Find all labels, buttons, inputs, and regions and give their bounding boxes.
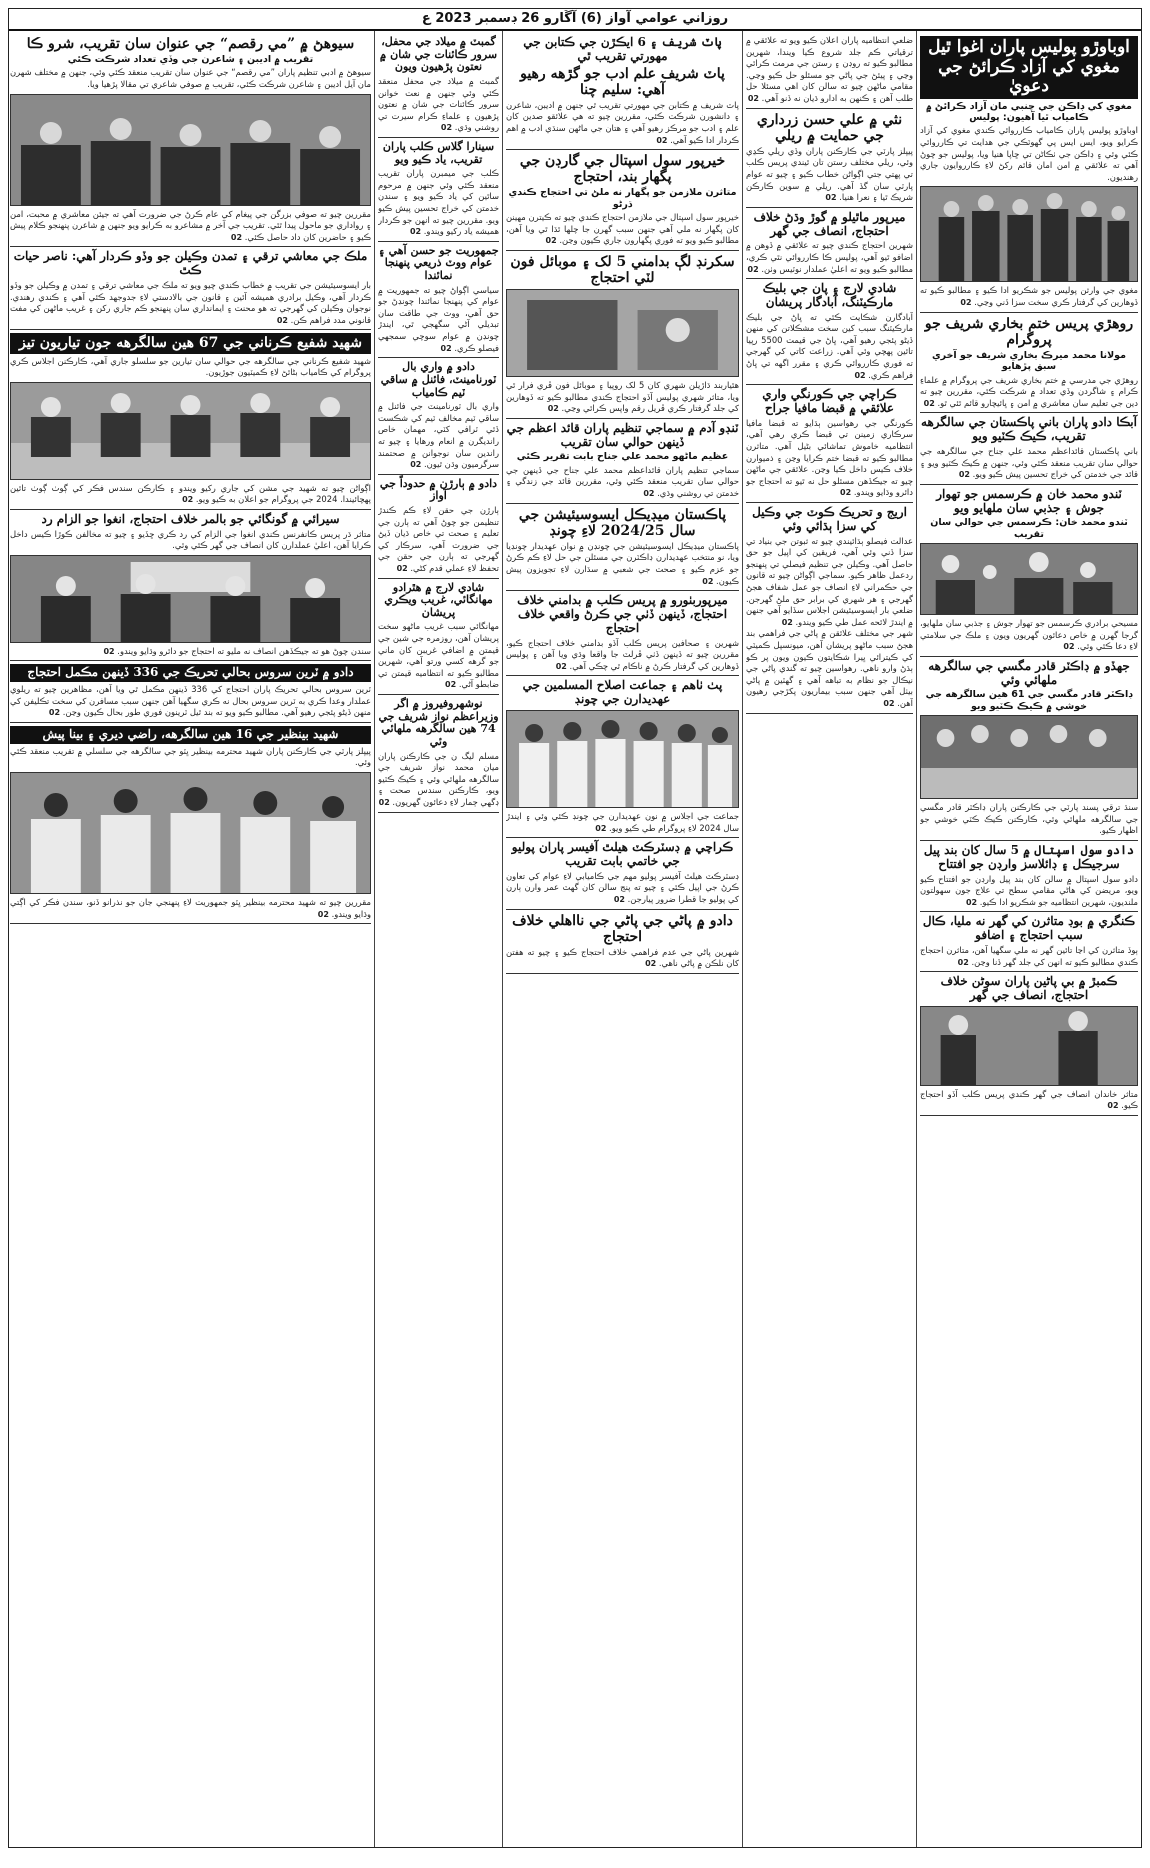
- article-body: مقررين چيو ته صوفي بزرگن جي پيغام کي عام ڪرڻ جي ضرورت آهي ته جيئن معاشري ۾ محبت، امن ۽ رواداري جو ماحول پيدا ٿئي. تقريب جي آخر ۾ مشاعرو به ڪرايو ويو جنهن ۾ شاعرن پنهنجو ڪلام پيش ڪيو ۽ حاضرين کان داد حاصل ڪئي. 02: [10, 208, 371, 242]
- article-body: شهرين ۽ صحافين پريس ڪلب آڏو بدامني خلاف احتجاج ڪيو، مقررين چيو ته ڏينهن ڏٺي ڦرلٽ جا واقعا وڌي ويا آهن ۽ پوليس ڏوهارين کي گرفتار ڪرڻ ۾ ناڪام ٿي چڪي آهي. 02: [506, 637, 739, 671]
- headline: اوباوڙو پوليس پاران اغوا ٿيل مغوي کي آزاد ڪرائڻ جي دعويٰ: [920, 36, 1138, 99]
- headline: شادي لارج ۽ پان جي بليڪ مارڪيٽنگ، آبادگار پريشان: [762, 281, 897, 309]
- article-body: هٿياربند ڌاڙيلن شهري کان 5 لک روپيا ۽ موبائل فون ڦري فرار ٿي ويا، متاثر شهري پوليس آڏو احتجاج ڪندي مطالبو ڪيو ته ڏوهارين کي جلد گرفتار ڪري ڦريل رقم واپس ڪرائي وڃي. 02: [506, 380, 739, 414]
- article-mirpur-protest: [746, 208, 913, 279]
- article-body: باني پاڪستان قائداعظم محمد علي جناح جي سالگرهه جي حوالي سان تقريب منعقد ڪئي وئي، جنهن ۾ ڪيڪ ڪٽيو ويو ۽ قائد جي خدمتن کي خراج تحسين پيش ڪيو ويو. 02: [920, 445, 1138, 480]
- headline: دادو سول اسپتال ۾ 5 سال کان بند پيل سرجيڪل ۽ ڊائلاسز وارڊن جو افتتاح: [923, 843, 1135, 871]
- article-karachi-korangi: [746, 385, 913, 503]
- article-body: مسلم ليگ ن جي ڪارڪنن پاران ميان محمد نواز شريف جي سالگرهه ملهائي وئي ۽ ڪيڪ ڪٽيو ويو، ڪارڪنن سندس صحت ۽ ڊگهي ڄمار لاءِ دعائون گهريون. 02: [378, 750, 499, 807]
- article-body: متاثر خاندان انصاف جي گهر ڪندي پريس ڪلب آڏو احتجاج ڪيو. 02: [920, 1088, 1138, 1111]
- headline: گمبٽ ۾ ميلاد جي محفل، سرور ڪائنات جي شان ۾ نعتون پڙهيون ويون: [379, 35, 498, 74]
- article-body: مغوي جي وارثن پوليس جو شڪريو ادا ڪيو ۽ مطالبو ڪيو ته ڏوهارين کي گرفتار ڪري سخت سزا ڏني وڃي. 02: [920, 285, 1138, 307]
- article-body: مقررين چيو ته شهيد محترمه بينظير ڀٽو جمهوريت لاءِ پنهنجي جان جو نذرانو ڏنو، سندن فڪر کي اڳتي وڌايو ويندو. 02: [10, 897, 371, 919]
- article-volleyball: [378, 358, 499, 474]
- article-democracy: [378, 242, 499, 358]
- article-police-recovery: [920, 33, 1138, 313]
- subheadline: تقريب ۾ اديبن ۽ شاعرن جي وڏي تعداد شرڪت ڪئي: [67, 54, 314, 66]
- column-3: [502, 31, 742, 1847]
- article-body: ٻوڏ متاثرن کي اڃا تائين گهر نه ملي سگهيا آهن، متاثرن احتجاج ڪندي مطالبو ڪيو ته انهن کي جلد گهر ڏنا وڃن. 02: [920, 944, 1138, 967]
- news-photo-sehwan: [10, 94, 371, 206]
- news-photo-celebration: [920, 715, 1138, 799]
- article-dadu-jinnah: [920, 413, 1138, 484]
- headline: شادي لارج ۾ هٿرادو مهانگائي، غريب ويڪري پريشان: [384, 580, 493, 619]
- headline: ڪنگري ۾ بوڊ متاثرن کي گهر نه مليا، ڪال سبب احتجاج ۽ اضافو: [922, 914, 1136, 943]
- article-body: اوباوڙو پوليس پاران ڪامياب ڪارروائي ڪندي مغوي کي آزاد ڪرايو ويو، ايس ايس پي گهوٽڪي جي هدايت تي ڪارروائي ڪئي وئي ۽ ڊاڪن جي ٺڪاڻن تي ڇاپا هنيا ويا، پوليس جو چوڻ آهي ته علائقي ۾ امن امان قائم رکڻ لاءِ ڪارروايون جاري رهنديون.: [920, 125, 1138, 182]
- article-body: سنڌ ترقي پسند پارٽي جي ڪارڪنن پاران ڊاڪٽر قادر مگسي جي سالگرهه ملهائي وئي، ڪارڪنن ڪيڪ ڪٽي خوشي جو اظهار ڪيو.: [920, 802, 1138, 836]
- article-body: ڪلب جي ميمبرن پاران تقريب منعقد ڪئي وئي جنهن ۾ مرحوم ساٿين کي ياد ڪيو ويو ۽ سندن خدمتن کي خراج تحسين پيش ڪيو ويو. مقررين چيو ته انهن جو ڪردار هميشه ياد رکيو ويندو. 02: [378, 168, 499, 237]
- article-dadu-children: [378, 475, 499, 579]
- article-christmas: [920, 485, 1138, 657]
- article-dadu-hospital: [920, 841, 1138, 912]
- article-body: سيوهڻ ۾ ادبي تنظيم پاران ”مي رقصم“ جي عنوان سان تقريب منعقد ڪئي وئي، جنهن ۾ مختلف شهرن مان آيل اديبن ۽ شاعرن شرڪت ڪئي، تقريب ۾ صوفي شاعري تي مقالا پڙهيا ويا.: [10, 67, 371, 90]
- column-1: [916, 31, 1141, 1847]
- headline: سکرنڊ لڳ بدامني 5 لک ۽ موبائل فون لٽي احتجاج: [510, 253, 735, 286]
- article-shafi-karnani: [10, 330, 371, 509]
- headline: ڪراچي ۾ ڊسٽرڪٽ هيلٿ آفيسر پاران پوليو جي خاتمي بابت تقريب: [511, 840, 734, 868]
- article-pma-election: [506, 504, 739, 592]
- news-photo-christmas: [920, 543, 1138, 615]
- newspaper-page: [8, 8, 1142, 1848]
- article-mirpurbathoro: [506, 591, 739, 676]
- headline: پٺ ٺاهم ۽ جماعت اصلاح المسلمين جي عهديدارن جي چونڊ: [522, 678, 723, 707]
- article-body: واري بال ٽورنامينٽ جي فائنل ۾ ساقي ٽيم مخالف ٽيم کي شڪست ڏئي ٽرافي کٽي، مهمان خاص رانديگرن ۾ انعام ورهايا ۽ چيو ته راندين سان نوجوانن ۾ صحتمند سرگرميون وڌن ٿيون. 02: [378, 401, 499, 470]
- subheadline: عظيم ماڻهو محمد علي جناح بابت تقرير ڪئي: [516, 451, 729, 463]
- masthead-date-line: روزاني عوامي آواز (6) آڱارو 26 ڊسمبر 2023 ع: [9, 9, 1141, 31]
- article-body: ٻارڙن جي حقن لاءِ ڪم ڪندڙ تنظيمن جو چوڻ آهي ته ٻارن جي تعليم ۽ صحت تي خاص ڌيان ڏيڻ جي ضرورت آهي، سرڪار کي گهرجي ته ٻارن جي حقن جي تحفظ لاءِ عملي قدم کڻي. 02: [378, 504, 499, 573]
- article-body: متاثر ڌر پريس ڪانفرنس ڪندي انغوا جي الزام کي رد ڪري ڇڏيو ۽ چيو ته مخالفن ڪوڙا ڪيس داخل ڪرايا آهن، اعليٰ عملدارن کان انصاف جي گهر ڪئي وئي.: [10, 528, 371, 551]
- headline: دادو ۾ واري بال ٽورنامينٽ، فائنل ۾ ساقي ٽيم ڪامياب: [380, 360, 497, 399]
- headline: دادو ۾ پاڻي جي پاڻي جي نااهلي خلاف احتجاج: [512, 912, 733, 945]
- article-body: گمبٽ ۾ ميلاد جي محفل منعقد ڪئي وئي جنهن ۾ نعت خوانن سرور ڪائنات جي شان ۾ نعتون پڙهيون ۽ علماءِ ڪرام سيرت تي روشني وڌي. 02: [378, 75, 499, 133]
- headline: دادو ۾ ٻارڙن ۾ حدوداً جي آواز: [379, 476, 498, 503]
- column-5: [7, 31, 374, 1847]
- article-siraee-protest: [10, 510, 371, 662]
- subheadline: پاٽ شريف علم ادب جو گڙهه رهيو آهي: سليم چنا: [520, 65, 725, 98]
- article-body: خيرپور سول اسپتال جي ملازمن احتجاج ڪندي چيو ته ڪيترن مهينن کان پگهار نه ملي آهي جنهن سبب گهرن جا چلها ٿڌا ٿي ويا آهن، مطالبو ڪيو ويو ته فوري پگهارون جاري ڪيون وڃن. 02: [506, 212, 739, 246]
- article-body: روهڙي جي مدرسي ۾ ختم بخاري شريف جي پروگرام ۾ علماءِ ڪرام ۽ شاگردن وڏي تعداد ۾ شرڪت ڪئي، مقررين چيو ته دين جي تعليم سان معاشري ۾ امن ۽ ڀائيچارو قائم ٿئي ٿو. 02: [920, 374, 1138, 408]
- article-body: ڪورنگي جي رهواسين ٻڌايو ته قبضا مافيا سرڪاري زمينن تي قبضا ڪري رهي آهي، انتظاميه خاموش تماشائي بڻيل آهي. متاثرن مطالبو ڪيو ته قبضا ختم ڪرايا وڃن ۽ ذميوارن خلاف ڪيس داخل ڪيا وڃن. علائقي جي ماڻهن چيو ته جيڪڏهن مسئلو حل نه ٿيو ته احتجاج جو دائرو وڌايو ويندو. 02: [746, 417, 913, 498]
- headline: ميرپور ماٿيلو ۾ گوڙ وڌڻ خلاف احتجاج، انصاف جي گهر: [753, 209, 906, 238]
- article-body: سندن چوڻ هو ته جيڪڏهن انصاف نه مليو ته احتجاج جو دائرو وڌايو ويندو. 02: [103, 645, 371, 656]
- article-body: جماعت جي اجلاس ۾ نون عهديدارن جي چونڊ ڪئي وئي ۽ ايندڙ سال 2024 لاءِ پروگرام طي ڪيو ويو. 02: [506, 810, 739, 833]
- headline: پاڪستان ميڊيڪل ايسوسيئيشن جي سال 2024/25 لاءِ چونڊ: [518, 506, 727, 539]
- article-rohri-bukhari: [920, 313, 1138, 414]
- subheadline: متاثرن ملازمن جو پگهار نه ملڻ تي احتجاج ڪندي ڌرڻو: [508, 187, 737, 210]
- article-train-service: [10, 661, 371, 723]
- news-photo-press: [10, 555, 371, 643]
- article-glass-club: [378, 138, 499, 242]
- headline: ڪراچي جي ڪورنگي واري علائقي ۾ قبضا مافيا جراح: [762, 387, 897, 416]
- article-body: مسيحي برادري ڪرسمس جو تهوار جوش ۽ جذبي سان ملهايو، گرجا گهرن ۾ خاص دعائون گهريون ويون ۽ ملڪ جي سلامتي لاءِ دعا ڪئي وئي. 02: [920, 618, 1138, 652]
- headline: ٽندو محمد خان ۾ ڪرسمس جو تهوار جوش ۽ جذبي سان ملهايو ويو: [936, 486, 1122, 515]
- article-body: شهرين پاڻي جي عدم فراهمي خلاف احتجاج ڪيو ۽ چيو ته هفتن کان نلڪن ۾ پاڻي ناهي. 02: [506, 946, 739, 969]
- article-body: پيپلز پارٽي جي ڪارڪنن پاران وڏي ريلي ڪڍي وئي، ريلي مختلف رستن تان ٿيندي پريس ڪلب تي پهتي جتي اڳواڻن خطاب ڪيو ۽ چيو ته عوام پارٽي سان گڏ آهي. ريلي ۾ سوين ڪارڪن شريڪ ٿيا ۽ نعرا هنيا. 02: [746, 145, 913, 203]
- news-photo-ppp: [10, 772, 371, 894]
- article-jhaddo-magsi: [920, 657, 1138, 841]
- columns-container: [9, 31, 1141, 1847]
- article-col2-continuation: [746, 33, 913, 109]
- headline: شهيد بينظير جي 16 هين سالگرهه، راضي ديري ۽ بينا پيش: [10, 726, 371, 744]
- headline: جمهوريت جو حسن آهي ۽ عوام ووٽ ذريعي پنهنجا نمائندا: [378, 243, 499, 283]
- article-body: سماجي تنظيم پاران قائداعظم محمد علي جناح جي ڏينهن جي حوالي سان تقريب منعقد ڪئي وئي، مقررين قائد جي زندگي ۽ خدمتن تي روشني وڌي. 02: [506, 464, 739, 499]
- article-body: بار ايسوسيئيشن جي تقريب ۾ خطاب ڪندي چيو ويو ته ملڪ جي معاشي ترقي ۽ تمدن ۾ وڪيلن جو وڏو ڪردار آهي، وڪيل برادري هميشه آئين ۽ قانون جي بالادستي لاءِ جدوجهد ڪئي آهي ۽ ڪندي رهندي. نوجوان وڪيلن کي گهرجي ته هو محنت ۽ ايمانداري سان پنهنجو ڪم جاري رکن ۽ غريب ماڻهن کي مفت قانوني مدد فراهم ڪن. 02: [10, 280, 371, 325]
- news-photo-meeting: [10, 382, 371, 480]
- headline: ميرپوربٺورو ۾ پريس ڪلب ۾ بدامني خلاف احتجاج، ڏينهن ڏٺي جي ڪرڻ واقعي خلاف احتجاج: [517, 593, 728, 635]
- subheadline: ڊاڪٽر قادر مگسي جي 61 هين سالگرهه جي خوشي ۾ ڪيڪ ڪٽيو ويو: [925, 689, 1133, 712]
- article-body: شهر جي مختلف علائقن ۾ پاڻي جي فراهمي بند هجڻ سبب ماڻهو پريشان آهن، ميونسپل ڪميٽي کي ڪيترائي ڀيرا شڪايتون ڪيون ويون پر ڪو ٻڌڻ وارو ناهي. رهواسين چيو ته گندي پاڻي جي نيڪال جو نظام به تباهه آهي ۽ گهٽين ۾ پاڻي بيٺل آهي جنهن سبب بيماريون پکڙجي رهيون آهن. 02: [746, 628, 913, 708]
- headline: سيرائي ۾ گونگائي جو بالمر خلاف احتجاج، انغوا جو الزام رد: [41, 511, 340, 526]
- article-dadu-water: [506, 910, 739, 974]
- article-lawyers-role: [10, 247, 371, 330]
- article-islah-election: [506, 676, 739, 838]
- headline: دادو ۾ ٽرين سروس بحالي تحريڪ جي 336 ڏينهن مڪمل احتجاج: [10, 664, 371, 682]
- headline: سينارا گلاس ڪلب پاران تقريب، ياد ڪيو ويو: [382, 139, 495, 166]
- column-4: [374, 31, 502, 1847]
- article-body: پاڪستان ميڊيڪل ايسوسيئيشن جي چونڊن ۾ نوان عهديدار چونڊيا ويا، نو منتخب عهديدارن ڊاڪٽرن جي مسئلن جي حل لاءِ ڪم ڪرڻ جو عزم ڪيو ۽ صحت جي شعبي ۾ سڌارن لاءِ تجويزون پيش ڪيون. 02: [506, 540, 739, 586]
- article-body: ٽرين سروس بحالي تحريڪ پاران احتجاج کي 336 ڏينهن مڪمل ٿي ويا آهن، مظاهرين چيو ته ريلوي عملدار وعدا ڪري به ٽرين سروس بحال نه ڪري سگهيا آهن جنهن سبب مسافرن کي سخت تڪليفن کي منهن ڏيڻو پئجي رهيو آهي. مطالبو ڪيو ويو ته بند ٿيل ٽرينون فوري طور بحال ڪيون وڃن. 02: [10, 684, 371, 718]
- news-photo-sakrand: [506, 289, 739, 377]
- headline: اريج و تحريڪ ڪوٽ جي وڪيل کي سزا ٻڌائي وئي: [752, 505, 907, 533]
- headline: ڪمبڙ ۾ بي پاڻين پاران سوڻن خلاف احتجاج، انصاف جي گهر: [940, 974, 1118, 1002]
- headline: نوشهروفيروز ۾ اگر وزيراعظم نواز شريف جي 74 هين سالگرهه ملهائي وئي: [378, 697, 499, 748]
- article-khairpur-hospital: [506, 150, 739, 251]
- article-body: دادو سول اسپتال ۾ سالن کان بند پيل وارڊن جو افتتاح ڪيو ويو، مريضن کي هاڻي مقامي سطح تي علاج جون سهولتون ملنديون، شهرين انتظاميه جو شڪريو ادا ڪيو. 02: [920, 873, 1138, 907]
- article-sakrand-robbery: [506, 251, 739, 419]
- headline: جهڏو ۾ ڊاڪٽر قادر مگسي جي سالگرهه ملهائي وئي: [928, 658, 1130, 687]
- news-photo-protest: [920, 1006, 1138, 1086]
- article-pat-sharif: [506, 33, 739, 150]
- article-body: شهيد شفيع ڪرناني جي سالگرهه جي حوالي سان تيارين جو سلسلو جاري آهي، ڪارڪنن اجلاس ڪري پروگرام کي ڪامياب بڻائڻ لاءِ ڪميٽيون جوڙيون.: [10, 355, 371, 378]
- headline: سيوهڻ ۾ ”مي رقصم“ جي عنوان سان تقريب، شرو ڪا: [26, 36, 355, 52]
- article-karachi-polio: [506, 838, 739, 909]
- headline: ملڪ جي معاشي ترقي ۽ تمدن وڪيلن جو وڏو ڪردار آهي: ناصر حيات ڪٿ: [13, 249, 368, 278]
- article-body: عدالت فيصلو ٻڌائيندي چيو ته ثبوتن جي بنياد تي سزا ڏني وئي آهي، فريقين کي اپيل جو حق حاصل آهي. وڪيلن جي تنظيم فيصلي تي پنهنجو ردعمل ظاهر ڪيو. سماجي اڳواڻن چيو ته قانون جي حڪمراني لاءِ انصاف جو عمل شفاف هجڻ گهرجي ۽ هر شهري کي برابر حق ملڻ گهرجن. ضلعي بار ايسوسيئيشن اجلاس سڏايو آهي جنهن ۾ ايندڙ لائحه عمل طي ڪيو ويندو. 02: [746, 535, 913, 627]
- headline: آبڪا دادو پاران باني پاڪستان جي سالگرهه تقريب، ڪيڪ ڪٽيو ويو: [921, 415, 1137, 444]
- headline: ٽنڊو آدم ۾ سماجي تنظيم پاران قائد اعظم جي ڏينهن حوالي سان تقريب: [506, 420, 739, 449]
- news-photo-police: [920, 186, 1138, 282]
- article-kingri-flood: [920, 912, 1138, 972]
- article-zardari-rally: [746, 109, 913, 208]
- subheadline: ٽندو محمد خان: ڪرسمس جي حوالي سان تقريب: [930, 517, 1128, 540]
- article-col2-lawyer: [746, 503, 913, 714]
- article-body: سياسي اڳواڻ چيو ته جمهوريت ۾ عوام کي پنهنجا نمائندا چونڊڻ جو حق آهي، ووٽ جي طاقت سان تبديلي آڻي سگهجي ٿي، ايندڙ چونڊن ۾ عوام سوچي سمجهي فيصلو ڪري. 02: [378, 284, 499, 353]
- article-body: ڊسٽرڪٽ هيلٿ آفيسر پوليو مهم جي ڪاميابي لاءِ عوام کي تعاون ڪرڻ جي اپيل ڪئي ۽ چيو ته پنج سالن کان گهٽ عمر وارن ٻارن کي پوليو جا قطرا ضرور پيارجن. 02: [506, 870, 739, 904]
- article-gambat-milad: [378, 33, 499, 138]
- article-body: شهرين احتجاج ڪندي چيو ته علائقي ۾ ڏوهن ۾ اضافو ٿيو آهي، پوليس ڪا ڪارروائي نٿي ڪري، مطالبو ڪيو ويو ته اعليٰ عملدار نوٽيس وٺن. 02: [746, 240, 913, 274]
- article-inflation: [378, 579, 499, 695]
- article-body: ضلعي انتظاميه پاران اعلان ڪيو ويو ته علائقي ۾ ترقياتي ڪم جلد شروع ڪيا ويندا، شهرين مطالبو ڪيو ته روڊن ۽ رستن جي مرمت ڪرائي وڃي ۽ پيئڻ جي پاڻي جو مسئلو حل ڪيو وڃي. مقامي ماڻهن چيو ته سالن کان اهي مسئلا حل طلب آهن ۽ ڪنهن به ادارو ڌيان نه ڏنو آهي. 02: [746, 35, 913, 103]
- headline: پاٽ شريف ۽ 6 ايڪڙن جي ڪتابن جي مهورتي تقريب ٿي: [523, 35, 722, 63]
- subheadline: مولانا محمد ميرڪ بخاري شريف جو آخري سبق پڙهايو: [931, 349, 1127, 373]
- article-tando-adam: [506, 419, 739, 504]
- article-black-marketing: [746, 279, 913, 385]
- news-photo-group: [506, 710, 739, 808]
- headline: نثي ۾ علي حسن زرداري جي حمايت ۾ ريلي: [756, 111, 903, 144]
- headline: خيرپور سول اسپتال جي گارڊن جي پگهار بند، احتجاج: [519, 153, 726, 186]
- article-body: آبادگارن شڪايت ڪئي ته ڀاڻ جي بليڪ مارڪيٽنگ سبب کين سخت مشڪلاتن کي منهن ڏيڻو پئجي رهيو آهي، ڀاڻ جي قيمت 5500 رپيا تائين پهچي وئي آهي. زراعت کاتي کي گهرجي ته فوري ڪارروائي ڪري ۽ مقرر اگهه تي ڀاڻ فراهم ڪري. 02: [746, 311, 913, 380]
- article-body: پيپلز پارٽي جي ڪارڪنن پاران شهيد محترمه بينظير ڀٽو جي سالگرهه جي سلسلي ۾ تقريب منعقد ڪئي وئي.: [10, 745, 371, 768]
- article-sehwan-raqsam: [10, 33, 371, 247]
- article-body: اڳواڻن چيو ته شهيد جي مشن کي جاري رکيو ويندو ۽ ڪارڪن سندس فڪر کي ڳوٺ ڳوٺ تائين پهچائيندا. 2024 جي پروگرام جو اعلان به ڪيو ويو. 02: [10, 482, 371, 505]
- column-2: [742, 31, 916, 1847]
- article-kambar-protest: [920, 972, 1138, 1116]
- subheadline: مغوي کي ڊاڪن جي چنبي مان آزاد ڪرائڻ ۾ ڪامياب ٿيا آهيون: پوليس: [926, 100, 1132, 124]
- headline: روهڙي پريس ختم بخاري شريف جو پروگرام: [924, 315, 1134, 348]
- article-body: مهانگائي سبب غريب ماڻهو سخت پريشان آهن، روزمره جي شين جي قيمتن ۾ اضافي غريبن کان ماني جو گرهه کسي ورتو آهي، شهرين مطالبو ڪيو ته انتظاميه قيمتن تي ضابطو آڻي. 02: [378, 621, 499, 690]
- article-body: پاٽ شريف ۾ ڪتابن جي مهورتي تقريب ٿي جنهن ۾ اديبن، شاعرن ۽ دانشورن شرڪت ڪئي، مقررين چيو ته هي علائقو صدين کان علم ۽ ادب جو مرڪز رهيو آهي ۽ هتان جي ماڻهن سنڌي ادب ۾ اهم ڪردار ادا ڪيو آهي. 02: [506, 99, 739, 145]
- article-benazir-birthday: [10, 723, 371, 924]
- article-nawaz-birthday: [378, 695, 499, 813]
- headline: شهيد شفيع ڪرناني جي 67 هين سالگرهه جون تياريون تيز: [10, 333, 371, 353]
